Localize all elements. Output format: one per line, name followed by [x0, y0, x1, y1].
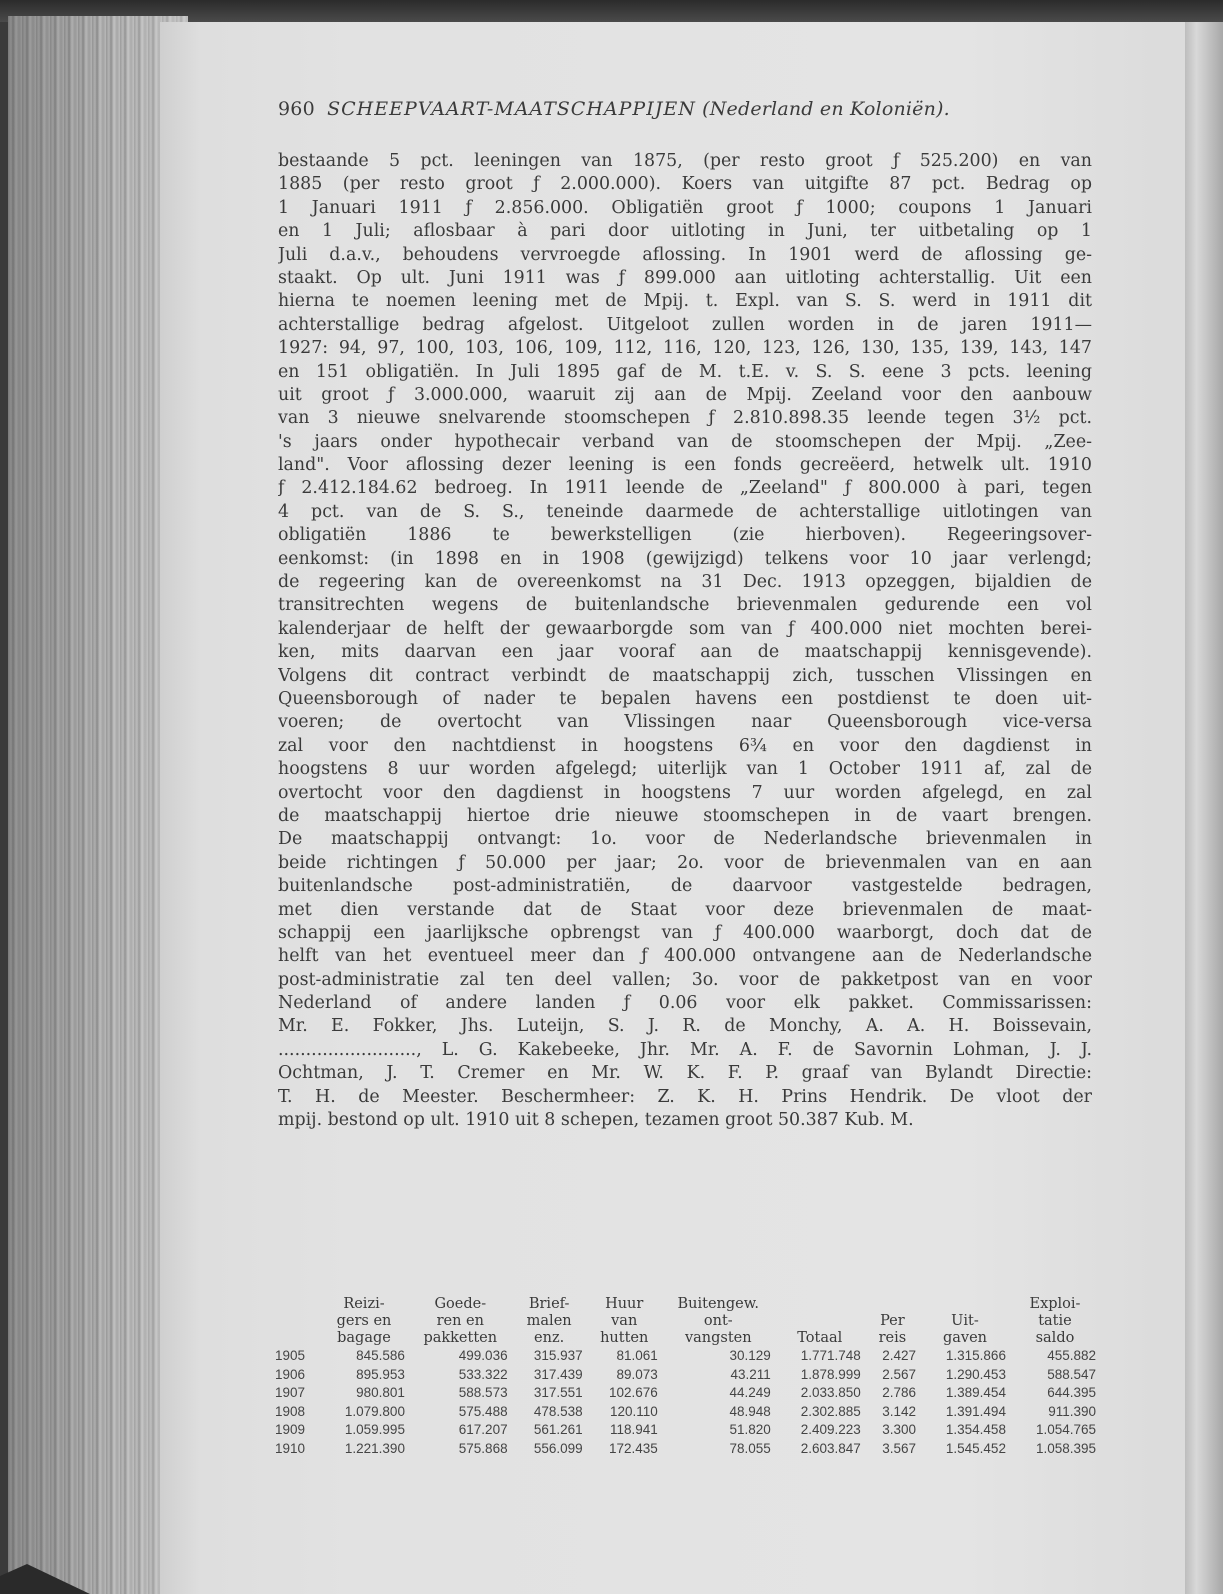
text-line: 's jaars onder hypothecair verband van de stoomschepen der Mpij. „Zee- [278, 431, 1092, 452]
text-line: schappij een jaarlijksche opbrengst van ƒ 400.000 waarborgt, doch dat de [278, 922, 1092, 943]
value-cell: 1.391.494 [945, 1403, 1006, 1419]
value-cell: 1.058.395 [1035, 1440, 1096, 1456]
year-cell: 1907 [275, 1385, 306, 1400]
value-cell: 455.882 [1047, 1348, 1096, 1363]
value-cell: 911.390 [1048, 1403, 1096, 1419]
text-line: ........................., L. G. Kakebeeke, Jhr. Mr. A. F. de Savornin Lohman, J. J. [278, 1039, 1092, 1060]
text-line: Juli d.a.v., behoudens vervroegde aflossing. In 1901 werd de aflossing ge- [278, 244, 1092, 265]
table-row [275, 1384, 1100, 1403]
text-line: Mr. E. Fokker, Jhs. Luteijn, S. J. R. de Monchy, A. A. H. Boissevain, [278, 1016, 1092, 1037]
value-cell: 78.055 [729, 1440, 771, 1456]
text-line: land". Voor aflossing dezer leening is een fonds gecreëerd, hetwelk ult. 1910 [278, 455, 1092, 476]
year-cell: 1910 [275, 1440, 306, 1456]
value-cell: 2.302.885 [800, 1403, 861, 1419]
value-cell: 2.786 [882, 1385, 916, 1400]
text-line: Volgens dit contract verbindt de maatschappij zich, tusschen Vlissingen en [278, 665, 1092, 686]
column-header [275, 1296, 319, 1347]
column-header: Per reis [878, 1313, 907, 1346]
text-line: achterstallige bedrag afgelost. Uitgeloot zullen worden in de jaren 1911— [278, 314, 1092, 335]
text-line: en 151 obligatiën. In Juli 1895 gaf de M. t.E. v. S. S. eene 3 pcts. leening [278, 361, 1092, 382]
value-cell: 30.129 [729, 1348, 771, 1363]
column-header: Goede- ren en pakketten [423, 1296, 498, 1346]
text-line: 1885 (per resto groot ƒ 2.000.000). Koers van uitgifte 87 pct. Bedrag op [278, 174, 1092, 195]
book-right-edge [1185, 22, 1223, 1594]
value-cell: 317.551 [533, 1385, 583, 1400]
year-cell: 1905 [275, 1348, 306, 1363]
value-cell: 102.676 [608, 1385, 658, 1400]
page-number: 960 [278, 98, 315, 120]
value-cell: 315.937 [533, 1348, 583, 1363]
text-line: hierna te noemen leening met de Mpij. t. Expl. van S. S. werd in 1911 dit [278, 291, 1092, 312]
text-line: uit groot ƒ 3.000.000, waaruit zij aan de Mpij. Zeeland voor den aanbouw [278, 384, 1092, 405]
value-cell: 478.538 [533, 1403, 583, 1419]
value-cell: 3.567 [882, 1440, 916, 1456]
exploitation-table [275, 1296, 1100, 1458]
table-body [275, 1347, 1100, 1458]
value-cell: 1.389.454 [945, 1385, 1006, 1400]
column-header: Uit- gaven [942, 1313, 987, 1346]
text-line: kalenderjaar de helft der gewaarborgde som van ƒ 400.000 niet mochten berei- [278, 618, 1092, 639]
table-row [275, 1421, 1100, 1440]
text-line: transitrechten wegens de buitenlandsche brievenmalen gedurende een vol [278, 595, 1092, 616]
text-line: zal voor den nachtdienst in hoogstens 6¾ en voor den dagdienst in [278, 735, 1092, 756]
table-row [275, 1440, 1100, 1459]
text-line: obligatiën 1886 te bewerkstelligen (zie hierboven). Regeeringsover- [278, 525, 1092, 546]
column-header: Buitengew. ont- vangsten [677, 1296, 760, 1346]
value-cell: 2.603.847 [800, 1440, 861, 1456]
text-line: buitenlandsche post-administratiën, de daarvoor vastgestelde bedragen, [278, 876, 1092, 897]
value-cell: 617.207 [458, 1422, 508, 1437]
text-line: Queensborough of nader te bepalen havens een postdienst te doen uit- [278, 688, 1092, 709]
value-cell: 588.573 [458, 1385, 508, 1400]
table-row [275, 1403, 1100, 1422]
value-cell: 980.801 [356, 1385, 405, 1400]
text-line: beide richtingen ƒ 50.000 per jaar; 2o. voor de brievenmalen van en aan [278, 852, 1092, 873]
value-cell: 2.427 [882, 1348, 916, 1363]
text-line: de maatschappij hiertoe drie nieuwe stoomschepen in de vaart brengen. [278, 805, 1092, 826]
text-line: Ochtman, J. T. Cremer en Mr. W. K. F. P. graaf van Bylandt Directie: [278, 1063, 1092, 1084]
text-line: 4 pct. van de S. S., teneinde daarmede de achterstallige uitlotingen van [278, 501, 1092, 522]
year-cell: 1906 [275, 1366, 306, 1382]
column-header: Totaal [797, 1330, 843, 1346]
text-line: bestaande 5 pct. leeningen van 1875, (per resto groot ƒ 525.200) en van [278, 151, 1092, 171]
text-line: en 1 Juli; aflosbaar à pari door uitloting in Juni, ter uitbetaling op 1 [278, 221, 1092, 242]
text-line: post-administratie zal ten deel vallen; 3o. voor de pakketpost van en voor [278, 969, 1092, 990]
value-cell: 172.435 [608, 1440, 658, 1456]
column-header: Exploi- tatie saldo [1029, 1296, 1081, 1346]
value-cell: 1.878.999 [800, 1366, 861, 1382]
text-line: de regeering kan de overeenkomst na 31 Dec. 1913 opzeggen, bijaldien de [278, 572, 1092, 593]
value-cell: 48.948 [729, 1403, 771, 1419]
text-line: voeren; de overtocht van Vlissingen naar Queensborough vice-versa [278, 712, 1092, 733]
text-line: van 3 nieuwe snelvarende stoomschepen ƒ 2.810.898.35 leende tegen 3½ pct. [278, 408, 1092, 429]
value-cell: 89.073 [616, 1366, 658, 1382]
value-cell: 1.221.390 [344, 1440, 405, 1456]
text-line: overtocht voor den dagdienst in hoogstens 7 uur worden afgelegd, en zal [278, 782, 1092, 803]
value-cell: 118.941 [609, 1422, 658, 1437]
value-cell: 51.820 [729, 1422, 771, 1437]
text-line: 1927: 94, 97, 100, 103, 106, 109, 112, 116, 120, 123, 126, 130, 135, 139, 143, 147 [278, 338, 1092, 359]
value-cell: 575.488 [458, 1403, 508, 1419]
value-cell: 43.211 [730, 1366, 771, 1382]
column-header: Reizi- gers en bagage [336, 1296, 392, 1346]
value-cell: 575.868 [458, 1440, 508, 1456]
column-header: Brief- malen enz. [526, 1296, 572, 1346]
text-line: helft van het eventueel meer dan ƒ 400.000 ontvangene aan de Nederlandsche [278, 946, 1092, 967]
value-cell: 1.771.748 [800, 1348, 861, 1363]
text-line: hoogstens 8 uur worden afgelegd; uiterlijk van 1 October 1911 af, zal de [278, 759, 1092, 780]
value-cell: 120.110 [609, 1403, 658, 1419]
value-cell: 1.354.458 [945, 1422, 1006, 1437]
value-cell: 1.545.452 [945, 1440, 1006, 1456]
text-line: eenkomst: (in 1898 en in 1908 (gewijzigd) telkens voor 10 jaar verlengd; [278, 548, 1092, 569]
value-cell: 588.547 [1047, 1366, 1096, 1382]
value-cell: 1.054.765 [1035, 1422, 1096, 1437]
text-line: 1 Januari 1911 ƒ 2.856.000. Obligatiën groot ƒ 1000; coupons 1 Januari [278, 197, 1092, 218]
text-line: De maatschappij ontvangt: 1o. voor de Nederlandsche brievenmalen in [278, 829, 1092, 850]
text-line: mpij. bestond op ult. 1910 uit 8 schepen, tezamen groot 50.387 Kub. M. [278, 1110, 914, 1131]
text-line: ken, mits daarvan een jaar vooraf aan de maatschappij kennisgevende). [278, 642, 1092, 663]
text-line: staakt. Op ult. Juni 1911 was ƒ 899.000 aan uitloting achterstallig. Uit een [278, 267, 1092, 288]
value-cell: 81.061 [616, 1348, 658, 1363]
value-cell: 895.953 [356, 1366, 405, 1382]
text-line: T. H. de Meester. Beschermheer: Z. K. H. Prins Hendrik. De vloot der [278, 1086, 1092, 1107]
value-cell: 1.079.800 [344, 1403, 405, 1419]
running-head [278, 98, 1098, 120]
page-subtitle: (Nederland en Koloniën). [702, 98, 950, 120]
value-cell: 2.409.223 [800, 1422, 861, 1437]
page-title: SCHEEPVAART-MAATSCHAPPIJEN [327, 98, 696, 120]
value-cell: 44.249 [729, 1385, 771, 1400]
value-cell: 499.036 [458, 1348, 508, 1363]
value-cell: 1.059.995 [344, 1422, 405, 1437]
value-cell: 533.322 [458, 1366, 508, 1382]
column-header: Huur van hutten [600, 1296, 649, 1346]
text-line: Nederland of andere landen ƒ 0.06 voor elk pakket. Commissarissen: [278, 993, 1092, 1014]
year-cell: 1908 [275, 1403, 306, 1419]
value-cell: 1.290.453 [945, 1366, 1006, 1382]
value-cell: 317.439 [533, 1366, 583, 1382]
value-cell: 2.567 [882, 1366, 916, 1382]
text-line: ƒ 2.412.184.62 bedroeg. In 1911 leende de „Zeeland" ƒ 800.000 à pari, tegen [278, 478, 1092, 499]
year-cell: 1909 [275, 1422, 306, 1437]
table-row [275, 1366, 1100, 1385]
value-cell: 845.586 [356, 1348, 405, 1363]
table-header-row [275, 1296, 1100, 1347]
text-line: met dien verstande dat de Staat voor deze brievenmalen de maat- [278, 899, 1092, 920]
value-cell: 644.395 [1047, 1385, 1096, 1400]
value-cell: 1.315.866 [945, 1348, 1006, 1363]
value-cell: 3.300 [882, 1422, 916, 1437]
value-cell: 3.142 [882, 1403, 916, 1419]
body-paragraph [278, 150, 1092, 1132]
value-cell: 2.033.850 [800, 1385, 861, 1400]
value-cell: 556.099 [533, 1440, 583, 1456]
table-row [275, 1347, 1100, 1366]
value-cell: 561.261 [533, 1422, 583, 1437]
